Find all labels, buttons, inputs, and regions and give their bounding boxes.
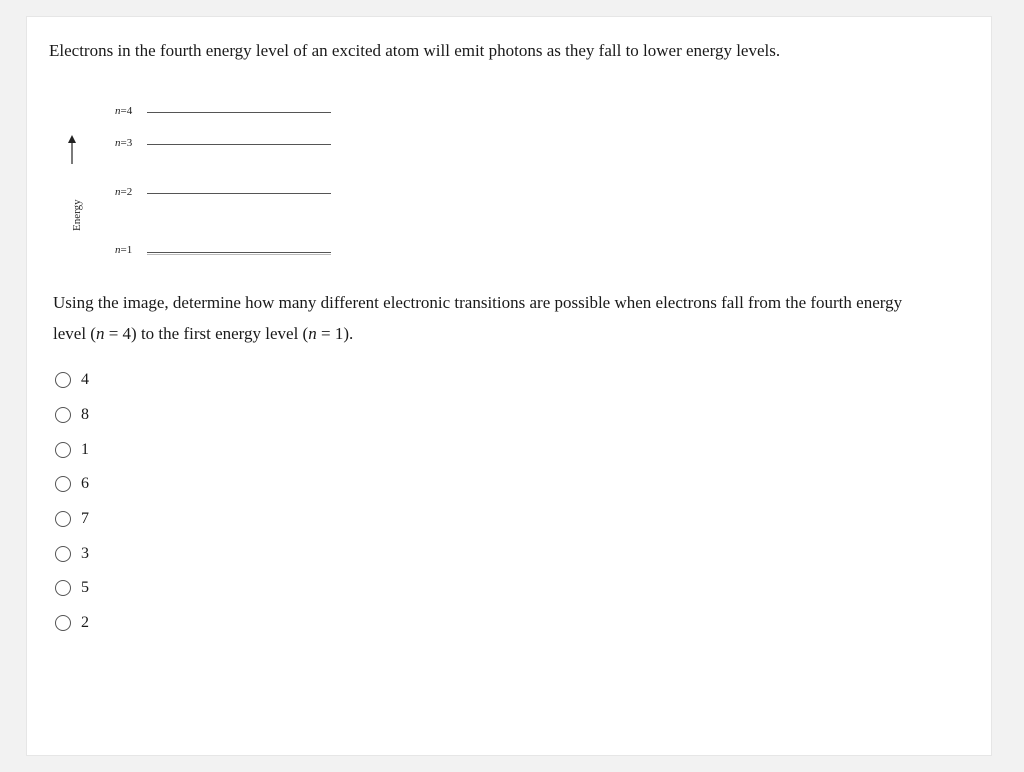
energy-arrow-icon [66,135,78,165]
option-label: 4 [81,371,89,389]
question-text: Using the image, determine how many different electronic transitions are possible when electrons fall from the fourth energy level (n = 4) to the first energy level (n = 1). [53,293,903,343]
level-line-n2 [147,193,331,194]
option-label: 5 [81,579,89,597]
radio-button[interactable] [55,372,71,388]
option-1[interactable] [55,432,89,467]
intro-text: Electrons in the fourth energy level of an excited atom will emit photons as they fall to lower energy levels. [49,41,781,60]
radio-button[interactable] [55,442,71,458]
option-label: 3 [81,544,89,562]
radio-button[interactable] [55,511,71,527]
level-line-n1-shadow [147,254,331,255]
option-5[interactable] [55,571,89,606]
option-2[interactable] [55,606,89,641]
option-label: 6 [81,475,89,493]
energy-level-diagram [57,83,317,256]
option-label: 2 [81,614,89,632]
option-label: 1 [81,440,89,458]
level-label-n2: n=2 [115,186,133,198]
option-3[interactable] [55,536,89,571]
radio-button[interactable] [55,407,71,423]
option-label: 7 [81,510,89,528]
radio-button[interactable] [55,476,71,492]
radio-button[interactable] [55,615,71,631]
level-line-n3 [147,144,331,145]
level-line-n1 [147,252,331,253]
option-label: 8 [81,406,89,424]
radio-button[interactable] [55,546,71,562]
level-label-n3: n=3 [115,137,133,149]
level-line-n4 [147,112,331,113]
option-7[interactable] [55,502,89,537]
option-8[interactable] [55,398,89,433]
option-4[interactable] [55,363,89,398]
answer-options [55,363,89,641]
option-6[interactable] [55,467,89,502]
level-label-n1: n=1 [115,244,133,256]
question-card [26,16,992,756]
level-label-n4: n=4 [115,105,133,117]
radio-button[interactable] [55,580,71,596]
energy-axis-label: Energy [71,199,83,231]
